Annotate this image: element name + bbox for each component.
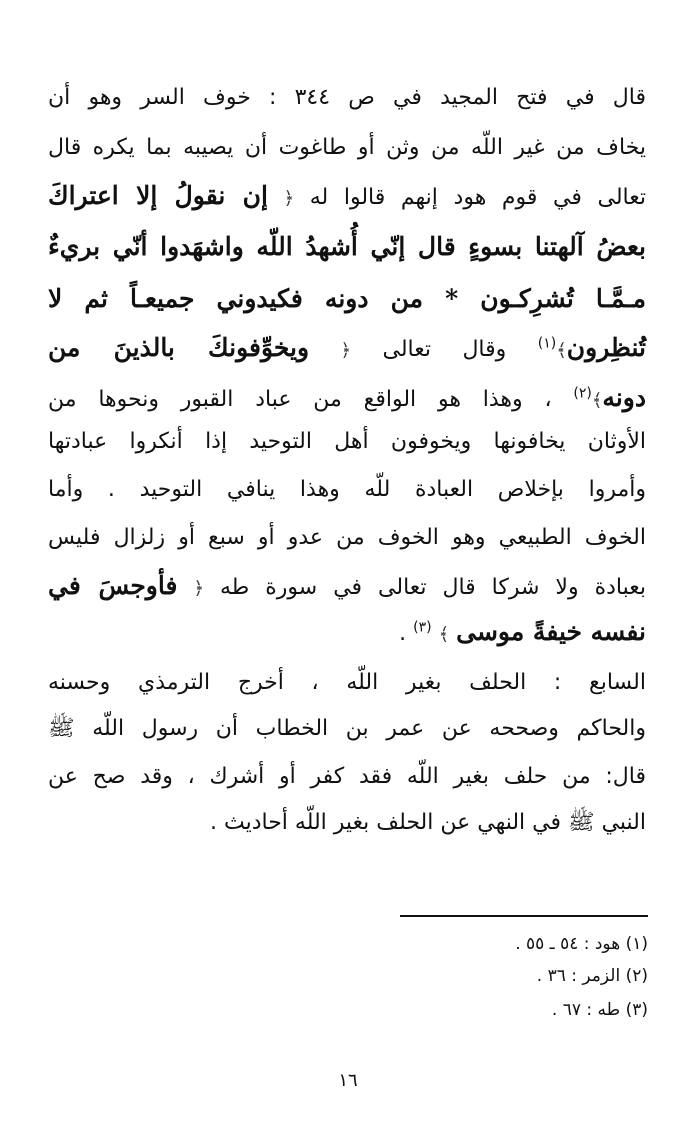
quran-verse-3-end: نفسه خيفةً موسى — [456, 617, 646, 646]
end-mark: . — [399, 621, 407, 646]
text-line-16 — [48, 803, 646, 843]
text-line-8 — [48, 422, 646, 462]
text-line-13-text: السابع : الحلف بغير اللّه ، أخرج الترمذي وحسنه — [48, 670, 646, 695]
verse-open-bracket: ﴿ — [283, 188, 295, 209]
text-line-10-text: الخوف الطبيعي وهو الخوف من عدو أو سبع أو زلزال فليس — [48, 525, 646, 550]
text-line-11 — [48, 566, 646, 606]
verse-open-bracket: ﴿ — [193, 578, 204, 599]
footnote-ref-1: (١) — [537, 335, 557, 352]
verse-open-bracket: ﴿ — [340, 340, 352, 361]
quran-verse-2: ويخوِّفونكَ بالذينَ من — [48, 333, 310, 362]
text-line-6 — [48, 328, 646, 368]
quran-verse-1-middle: بعضُ آلهتنا بسوءٍ قال إنّي أُشهدُ اللّه واشهَدوا أنّي بريءٌ — [48, 232, 646, 261]
text-line-14-text: والحاكم وصححه عن عمر بن الخطاب أن رسول اللّه ﷺ — [48, 716, 646, 741]
quran-verse-1-start: إن نقولُ إلا اعتراكَ — [48, 181, 268, 210]
footnote-ref-3: (٣) — [413, 619, 432, 636]
text-line-10 — [48, 518, 646, 558]
text-line-1-text: قال في فتح المجيد في ص ٣٤٤ : خوف السر وهو أن — [48, 85, 646, 110]
text-line-2 — [48, 128, 646, 168]
footnote-ref-2: (٢) — [573, 385, 592, 402]
text-line-14 — [48, 709, 646, 749]
verse-close-bracket: ﴾ — [438, 624, 450, 645]
text-line-3 — [48, 176, 646, 216]
text-line-1 — [48, 78, 646, 118]
verse-close-bracket: ﴾ — [556, 340, 567, 361]
quran-verse-3-start: فأوجسَ في — [48, 571, 178, 600]
text-line-9 — [48, 470, 646, 510]
text-line-8-text: الأوثان يخافونها ويخوفون أهل التوحيد إذا أنكروا عبادتها — [48, 429, 646, 454]
quran-verse-2-end: دونه — [602, 383, 646, 412]
quran-verse-1-end: تُنظِرون — [566, 333, 647, 362]
text-line-7-text: ، وهذا هو الواقع من عباد القبور ونحوها من — [48, 387, 552, 412]
text-line-16-text: النبي ﷺ في النهي عن الحلف بغير اللّه أحاديث . — [209, 810, 646, 835]
text-line-5 — [48, 279, 646, 319]
footnote-divider — [400, 915, 648, 917]
page-number: ١٦ — [338, 1070, 358, 1091]
text-line-3-text: تعالى في قوم هود إنهم قالوا له — [309, 185, 646, 210]
text-line-9-text: وأمروا بإخلاص العبادة للّه وهذا ينافي التوحيد . وأما — [48, 477, 646, 502]
footnote-3: (٣) طه : ٦٧ . — [551, 1000, 648, 1020]
text-line-15-text: قال: من حلف بغير اللّه فقد كفر أو أشرك ، وقد صح عن — [48, 764, 646, 789]
footnote-2: (٢) الزمر : ٣٦ . — [536, 966, 648, 986]
verse-close-bracket: ﴾ — [591, 390, 603, 411]
text-line-12 — [48, 612, 646, 652]
text-line-11-text: بعبادة ولا شركا قال تعالى في سورة طه — [219, 575, 646, 600]
quran-verse-1-continuation: مـمَّـا تُشرِكـون * من دونه فكيدوني جميعـاً ثم لا — [48, 284, 646, 313]
text-line-13 — [48, 663, 646, 703]
text-line-15 — [48, 757, 646, 797]
footnote-1: (١) هود : ٥٤ ـ ٥٥ . — [515, 934, 648, 954]
verse-2-narration: وقال تعالى — [382, 337, 507, 362]
text-line-7 — [48, 378, 646, 418]
text-line-4 — [48, 227, 646, 267]
text-line-2-text: يخاف من غير اللّه من وثن أو طاغوت أن يصيبه بما يكره قال — [48, 135, 646, 160]
